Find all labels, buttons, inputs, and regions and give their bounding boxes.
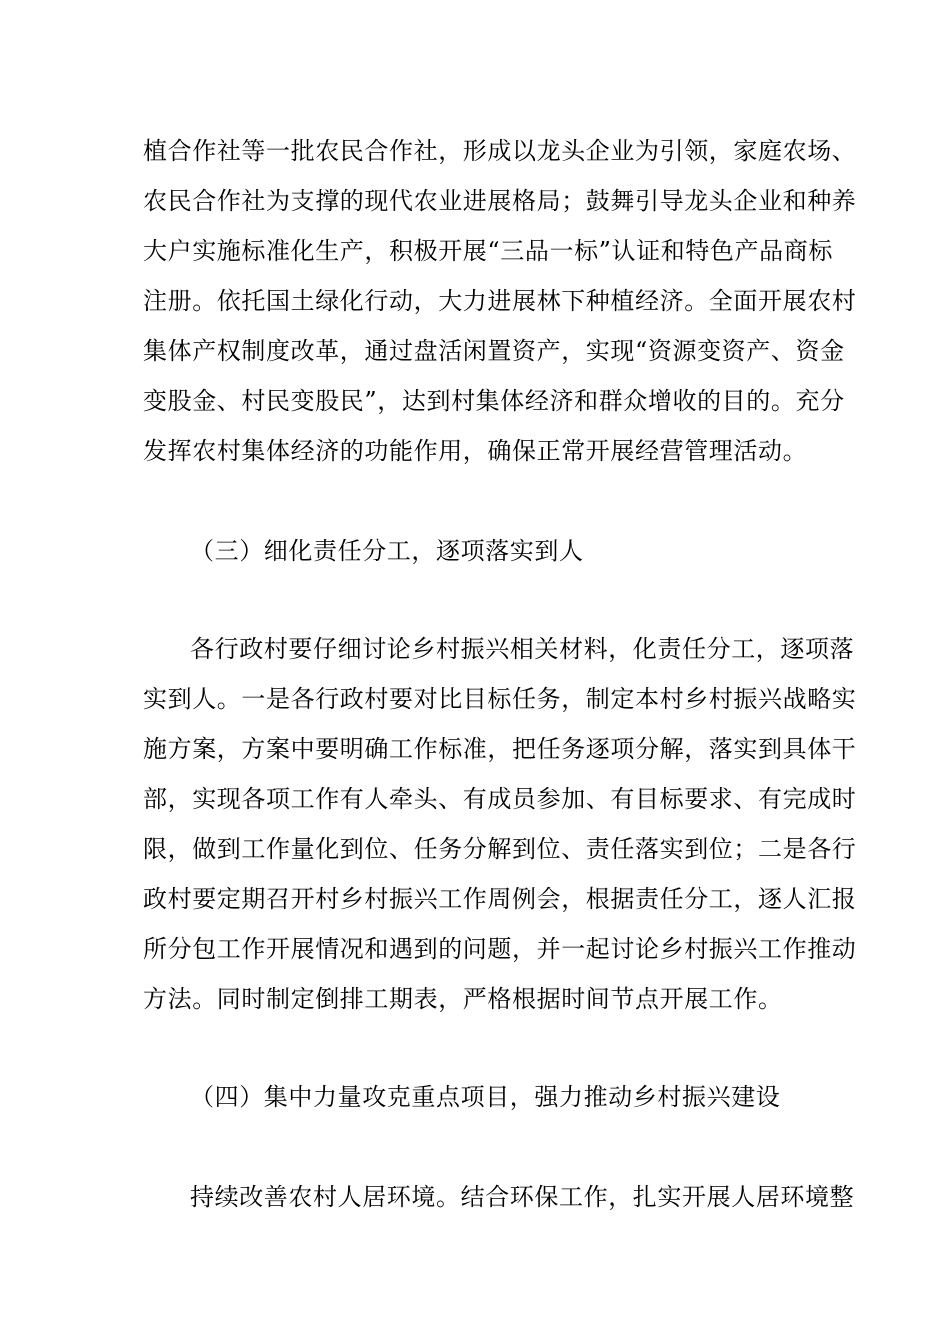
paragraph-line: 变股金、村民变股民”，达到村集体经济和群众增收的目的。充分: [143, 387, 845, 415]
paragraph-line: 实到人。一是各行政村要对比目标任务，制定本村乡村振兴战略实: [143, 685, 857, 713]
section-heading-4: （四）集中力量攻克重点项目，强力推动乡村振兴建设: [190, 1083, 781, 1111]
paragraph-line: 大户实施标准化生产，积极开展“三品一标”认证和特色产品商标: [143, 237, 833, 265]
paragraph-line: 部，实现各项工作有人牵头、有成员参加、有目标要求、有完成时: [143, 785, 857, 813]
paragraph-line: 各行政村要仔细讨论乡村振兴相关材料，化责任分工，逐项落: [190, 635, 855, 663]
paragraph-line: 农民合作社为支撑的现代农业进展格局；鼓舞引导龙头企业和种养: [143, 187, 857, 215]
paragraph-line: 方法。同时制定倒排工期表，严格根据时间节点开展工作。: [143, 985, 783, 1013]
paragraph-line: 政村要定期召开村乡村振兴工作周例会，根据责任分工，逐人汇报: [143, 885, 857, 913]
paragraph-line: 所分包工作开展情况和遇到的问题，并一起讨论乡村振兴工作推动: [143, 935, 857, 963]
paragraph-line: 施方案，方案中要明确工作标准，把任务逐项分解，落实到具体干: [143, 735, 857, 763]
section-heading-3: （三）细化责任分工，逐项落实到人: [190, 537, 584, 565]
paragraph-line: 发挥农村集体经济的功能作用，确保正常开展经营管理活动。: [143, 437, 808, 465]
paragraph-line: 限，做到工作量化到位、任务分解到位、责任落实到位；二是各行: [143, 835, 857, 863]
paragraph-line: 注册。依托国土绿化行动，大力进展林下种植经济。全面开展农村: [143, 287, 857, 315]
paragraph-line: 植合作社等一批农民合作社，形成以龙头企业为引领，家庭农场、: [143, 137, 857, 165]
paragraph-line: 集体产权制度改革，通过盘活闲置资产，实现“资源变资产、资金: [143, 337, 845, 365]
paragraph-line: 持续改善农村人居环境。结合环保工作，扎实开展人居环境整: [190, 1183, 855, 1211]
